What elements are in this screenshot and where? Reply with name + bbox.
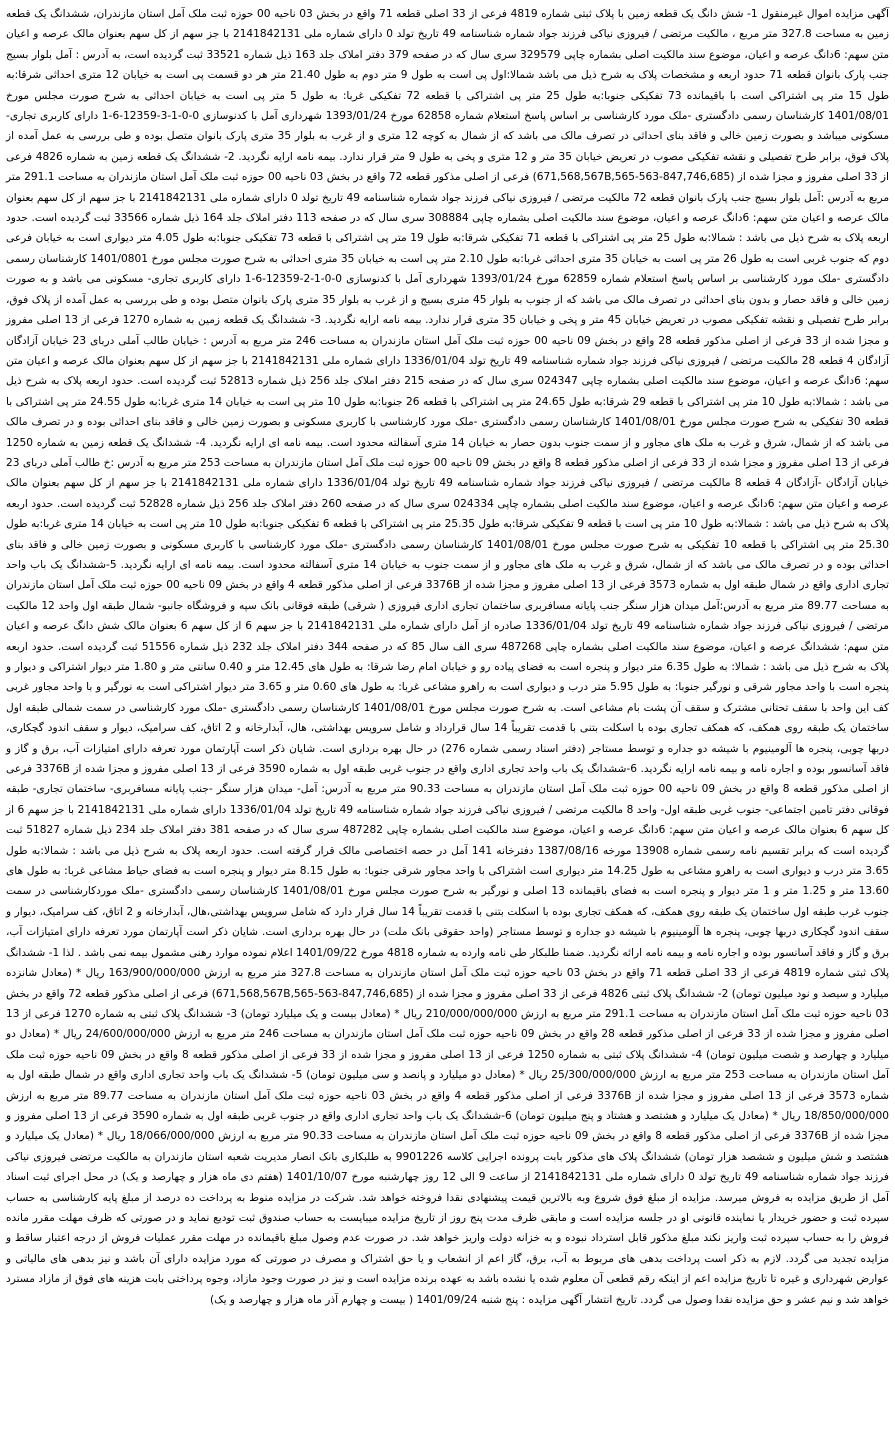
- auction-notice-text: آگهی مزایده اموال غیرمنقول 1- شش دانگ یک قطعه زمین با پلاک ثبتی شماره 4819 فرعی از 33 اصلی قطعه 71 واقع در بخش 03 ناحیه 00 حوزه ثبت ملک آمل استان مازندران، ششدانگ یک قطعه زمین به مساحت 327.8 متر مربع ، مالکیت مرتضی / فیروزی نیاکی فرزند جواد شماره شناسنامه 49 تاریخ تولد 0 دارای شماره ملی 2141842131 با جز سهم از کل سهم بعنوان مالک عرصه و اعیان متن سهم: 6دانگ عرصه و اعیان، موضوع سند مالکیت اصلی بشماره چاپی 329579 سری سال که در صفحه 379 دفتر املاک جلد 163 ذیل شماره 33521 ثبت گردیده است، به آدرس : آمل بلوار بسیج جنب پارک بانوان قطعه 71 حدود اربعه و مشخصات پلاک به شرح ذیل می باشد شمالا:اول پی است به طول 9 متر دوم به طول 21.40 متر هر دو قسمت پی است به خیابان 12 متری احداثی شرقا:به طول 15 متر پی اشتراکی است با باقیمانده 73 تفکیکی جنوبا:به طول 25 متر پی اشتراکی با قطعه 72 تفکیکی غربا: به طول 5 متر پی است به خیابان احداثی به شرح صورت مجلس مورخ 1401/08/01 کارشناسان رسمی دادگستری -ملک مورد کارشناسی بر اساس پاسخ استعلام شماره 62858 مورخ 1393/01/24 شهرداری آمل با کدنوسازی 0-0-1-3-12359-6-1 دارای کاربری تجاری- مسکونی میباشد و بصورت زمین خالی و فاقد بنای احداثی در تصرف مالک می باشد که از شمال به کوچه 12 متری و از غرب به بلوار 35 متری پارک بانوان متصل بوده و طی بررسی به عمل آمده از پلاک فوق، برابر طرح تفصیلی و نقشه تفکیکی مصوب در تعریض خیابان 35 متر و 12 متری و پخی به طول 9 متر قرار ندارد. بیمه نامه ارایه نگردید. 2- ششدانگ یک قطعه زمین به شماره 4826 فرعی از 33 اصلی مفروز و مجزا شده از (671,568,567B,565-563-847,746,685) فرعی از اصلی مذکور قطعه 72 واقع در بخش 03 ناحیه 00 حوزه ثبت ملک آمل استان مازندران به مساحت 291.1 متر مربع به آدرس :آمل بلوار بسیج جنب پارک بانوان قطعه 72 مالکیت مرتضی / فیروزی نیاکی فرزند جواد شماره شناسنامه 49 تاریخ تولد 0 دارای شماره ملی 2141842131 با جز سهم از کل سهم بعنوان مالک عرصه و اعیان متن سهم: 6دانگ عرصه و اعیان، موضوع سند مالکیت اصلی بشماره چاپی 308884 سری سال که در صفحه 113 دفتر املاک جلد 164 ذیل شماره 33566 ثبت گردیده است. حدود اربعه پلاک به شرح ذیل می باشد : شمالا:به طول 25 متر پی اشتراکی با قطعه 71 تفکیکی شرقا:به طول 19 متر پی اشتراکی با قطعه 73 تفکیکی جنوبا:به طول 4.05 متر دیواری است به خیابان فرعی دوم که جنوب غربی است به طول 26 متر پی است به خیابان 35 متری احداثی غربا:به طول 2.10 متر پی است به خیابان 35 متری احداثی به شرح صورت مجلس مورخ 1401/0801 کارشناسان رسمی دادگستری -ملک مورد کارشناسی بر اساس پاسخ استعلام شماره 62859 مورخ 1393/01/24 شهرداری آمل با کدنوسازی 0-0-1-2-12359-6-1 دارای کاربری تجاری- مسکونی می باشد و به صورت زمین خالی و فاقد حصار و بدون بنای احداثی در تصرف مالک می باشد که از جنوب به بلوار 45 متری بسیج و از غرب به بلوار 35 متری پارک بانوان متصل بوده و طی بررسی به عمل آمده از پلاک فوق، برابر طرح تفصیلی و نقشه تفکیکی مصوب در تعریض خیابان 45 متر و پخی و خیابان 35 متری قرار ندارد. بیمه نامه ارایه نگردید. 3- ششدانگ یک قطعه زمین به شماره 1270 فرعی از 13 اصلی مفروز و مجزا شده از 33 فرعی از اصلی مذکور قطعه 28 واقع در بخش 09 ناحیه 00 حوزه ثبت ملک آمل استان مازندران به مساحت 246 متر مربع به آدرس : خیابان طالب آملی دربای 23 خیابان آزادگان آزادگان 4 قطعه 28 مالکیت مرتضی / فیروزی نیاکی فرزند جواد شماره شناسنامه 49 تاریخ تولد 1336/01/04 دارای شماره ملی 2141842131 با جز سهم از کل سهم بعنوان مالک عرصه و اعیان متن سهم: 6دانگ عرصه و اعیان، موضوع سند مالکیت اصلی بشماره چاپی 024347 سری سال که در صفحه 215 دفتر املاک جلد 256 ذیل شماره 52813 ثبت گردیده است. حدود اربعه پلاک به شرح ذیل می باشد : شمالا:به طول 10 متر پی اشتراکی با قطعه 29 شرقا:به طول 24.65 متر پی اشتراکی با قطعه 26 جنوبا:به طول 10 متر پی است به خیابان 14 متری غربا:به طول 24.55 متر پی اشتراکی با قطعه 30 تفکیکی به شرح صورت مجلس مورخ 1401/08/01 کارشناسان رسمی دادگستری -ملک مورد کارشناسی با کاربری مسکونی و بصورت زمین خالی و فاقد بنای احداثی بوده و در تصرف مالک می باشد که از شمال، شرق و غرب به ملک های مجاور و از سمت جنوب بدون حصار به خیابان 14 متری آسفالته محدود است. بیمه نامه ای ارایه نگردید. 4- ششدانگ یک قطعه زمین به شماره 1250 فرعی از 13 اصلی مفروز و مجزا شده از 33 فرعی از اصلی مذکور قطعه 8 واقع در بخش 09 ناحیه 00 حوزه ثبت ملک آمل استان مازندران به مساحت 253 متر مربع به آدرس :خ طالب آملی دربای 23 خیابان آزادگان -آزادگان 4 قطعه 8 مالکیت مرتضی / فیروزی نیاکی فرزند جواد شماره شناسنامه 49 تاریخ تولد 1336/01/04 دارای شماره ملی 2141842131 با جز سهم از کل سهم بعنوان مالک عرصه و اعیان متن سهم: 6دانگ عرصه و اعیان، موضوع سند مالکیت اصلی بشماره چاپی 024334 سری سال که در صفحه 260 دفتر املاک جلد 256 ذیل شماره 52828 ثبت گردیده است. حدود اربعه پلاک به شرح ذیل می باشد : شمالا:به طول 10 متر پی است با قطعه 9 تفکیکی شرقا:به طول 25.35 متر پی اشتراکی با قطعه 6 تفکیکی جنوبا:به طول 10 متر پی است به خیابان 14 متری غربا:به طول 25.30 متر پی اشتراکی با قطعه 10 تفکیکی به شرح صورت مجلس مورخ 1401/08/01 کارشناسان رسمی دادگستری -ملک مورد کارشناسی با کاربری مسکونی و بصورت زمین خالی و فاقد بنای احداثی بوده و در تصرف مالک می باشد که از شمال، شرق و غرب به ملک های مجاور و از سمت جنوب به خیابان 14 متری آسفالته محدود است. بیمه نامه ای ارایه نگردید. 5-ششدانگ یک باب واحد تجاری اداری واقع در شمال طبقه اول به شماره 3573 فرعی از 13 اصلی مفروز و مجزا شده از 3376B فرعی از اصلی مذکور قطعه 4 واقع در بخش 09 ناحیه 00 حوزه ثبت ملک آمل استان مازندران به مساحت 89.77 متر مربع به آدرس:آمل میدان هزار سنگر جنب پایانه مسافربری ساختمان تجاری اداری فیروزی ( شرقی) طبقه فوقانی بانک سپه و فروشگاه جانبو- شمال طبقه اول واحد 12 مالکیت مرتضی / فیروزی نیاکی فرزند جواد شماره شناسنامه 49 تاریخ تولد 1336/01/04 صادره از آمل دارای شماره ملی 2141842131 با جز سهم 6 از کل سهم 6 بعنوان مالک شش دانگ عرصه و اعیان متن سهم: ششدانگ عرصه و اعیان، موضوع سند مالکیت اصلی بشماره چاپی 487268 سری الف سال 85 که در صفحه 344 دفتر املاک جلد 232 ذیل شماره 51556 ثبت گردیده است. حدود اربعه پلاک به شرح ذیل می باشد : شمالا: به طول 6.35 متر دیوار و پنجره است به فضای پیاده رو و خیابان امام رضا شرقا: به طول های 12.45 متر و 0.40 سانتی متر و 1.80 متر دیوار اشتراکی و دیوار و پنجره است با واحد مجاور شرقی و نورگیر جنوبا: به طول 5.95 متر درب و دیواری است به راهرو مشاعی غربا: به طول های 0.60 متر و 3.65 متر دیوار اشتراکی است به نورگیر و با واحد مجاور غربی کف این واحد با سقف تحتانی مشترک و سقف آن پشت بام مشاعی است. به شرح صورت مجلس مورخ 1401/08/01 کارشناسان رسمی دادگستری -ملک مورد کارشناسی در سمت شمالی طبقه اول ساختمان یک طبقه روی همکف، که همکف تجاری بوده با اسکلت بتنی با قدمت تقریباً 14 سال قرارداد و شامل سرویس بهداشتی، هال، آبدارخانه و 2 اتاق، کف سرامیک، دیوار و سقف اندود گچکاری، دربها چوبی، پنجره ها آلومینیوم با شیشه دو جداره و توسط مستاجر (دفتر اسناد رسمی شماره 276) در حال بهره برداری است. شایان ذکر است آپارتمان مورد تعرفه دارای امتیازات آب، برق و گاز و فاقد آسانسور بوده و اجاره نامه و بیمه نامه ارایه نگردید. 6-ششدانگ یک باب واحد تجاری اداری واقع در جنوب غربی طبقه اول به شماره 3590 فرعی از 13 اصلی مفروز و مجزا شده از 3376B فرعی از اصلی مذکور قطعه 8 واقع در بخش 09 ناحیه 00 حوزه ثبت ملک آمل استان مازندران به مساحت 90.33 متر مربع به آدرس: آمل- میدان هزار سنگر -جنب پایانه مسافربری- ساختمان تجاری- طبقه فوقانی دفتر تامین اجتماعی- جنوب غربی طبقه اول- واحد 8 مالکیت مرتضی / فیروزی نیاکی فرزند جواد شماره شناسنامه 49 تاریخ تولد 1336/01/04 دارای شماره ملی 2141842131 با جز سهم 6 از کل سهم 6 بعنوان مالک عرصه و اعیان متن سهم: 6دانگ عرصه و اعیان، موضوع سند مالکیت اصلی بشماره چاپی 487282 سری سال که در صفحه 381 دفتر املاک جلد 234 ذیل شماره 51827 ثبت گردیده است که برابر تقسیم نامه رسمی شماره 13908 مورخه 1387/08/16 دفترخانه 141 آمل در حصه اختصاصی مالک قرار گرفته است. حدود اربعه پلاک به شرح ذیل می باشد : شمالا:به طول 3.65 متر درب و دیواری است به راهرو مشاعی به طول 14.25 متر دیواری است اشتراکی با واحد مجاور شرقی جنوبا: به طول 8.15 متر دیوار و پنجره است به فضای حیاط مشاعی غربا: به طول های 13.60 متر و 1.25 متر و 1 متر دیوار و پنجره است به فضای باقیمانده 13 اصلی و نورگیر به شرح صورت مجلس مورخ 1401/08/01 کارشناسان رسمی دادگستری -ملک موردکارشناسی در سمت جنوب غرب طبقه اول ساختمان یک طبقه روی همکف، که همکف تجاری بوده با اسکلت بتنی با قدمت تقریباً 14 سال قرار دارد که شامل سرویس بهداشتی،هال، آبدارخانه و 2 اتاق، کف سرامیک، دیوار و سقف اندود گچکاری دربها چوبی، پنجره ها آلومینیوم با شیشه دو جداره و توسط مستاجر (واحد حقوقی بانک ملت) در حال بهره برداری است. شایان ذکر است آپارتمان مورد تعرفه دارای امتیازات آب، برق و گاز و فاقد آسانسور بوده و اجاره نامه و بیمه نامه ارائه نگردید. ضمنا طلبکار طی نامه وارده به شماره 4818 مورخ 1401/09/22 اعلام نموده موارد رهنی مشمول بیمه نمی باشد . لذا 1- ششدانگ پلاک ثبتی شماره 4819 فرعی از 33 اصلی قطعه 71 واقع در بخش 03 ناحیه حوزه ثبت ملک آمل استان مازندران به مساحت 327.8 متر مربع به ارزش 163/900/000/000 ریال * (معادل شانزده میلیارد و سیصد و نود میلیون تومان) 2- ششدانگ پلاک ثبتی 4826 فرعی از 33 اصلی مفروز و مجزا شده از (671,568,567B,565-563-847,746,685) فرعی از اصلی مذکور قطعه 72 واقع در بخش 03 ناحیه حوزه ثبت ملک آمل استان مازندران به مساحت 291.1 متر مربع به ارزش 210/000/000/000 ریال * (معادل بیست و یک میلیارد تومان) 3- ششدانگ پلاک ثبتی به شماره 1270 فرعی از 13 اصلی مفروز و مجزا شده از 33 فرعی از اصلی مذکور قطعه 28 واقع در بخش 09 ناحیه حوزه ثبت ملک آمل استان مازندران به مساحت 246 متر مربع به ارزش 24/600/000/000 ریال * (معادل دو میلیارد و چهارصد و شصت میلیون تومان) 4- ششدانگ پلاک ثبتی به شماره 1250 فرعی از 13 اصلی مفروز و مجزا شده از 33 فرعی از اصلی مذکور قطعه 8 واقع در بخش 09 ناحیه حوزه ثبت ملک آمل استان مازندران به مساحت 253 متر مربع به ارزش 25/300/000/000 ریال * (معادل دو میلیارد و پانصد و سی میلیون تومان) 5- ششدانگ یک باب واحد تجاری اداری واقع در شمال طبقه اول به شماره 3573 فرعی از 13 اصلی مفروز و مجزا شده از 3376B فرعی از اصلی مذکور قطعه 4 واقع در بخش 03 ناحیه حوزه ثبت ملک آمل استان مازندران به مساحت 89.77 متر مربع به ارزش 18/850/000/000 ریال * (معادل یک میلیارد و هشتصد و هشتاد و پنج میلیون تومان) 6-ششدانگ یک باب واحد تجاری اداری واقع در جنوب غربی طبقه اول به شماره 3590 فرعی از 13 اصلی مفروز و مجزا شده از 3376B فرعی از اصلی مذکور قطعه 8 واقع در بخش 09 ناحیه حوزه ثبت ملک آمل استان مازندران به مساحت 90.33 متر مربع به ارزش 18/066/000/000 ریال * (معادل یک میلیارد و هشتصد و شش میلیون و ششصد هزار تومان) ششدانگ پلاک های مذکور بابت پرونده اجرایی کلاسه 9901226 به طلبکاری بانک انصار مدیریت شعبه استان مازندران به مالکیت مرتضی فیروزی نیاکی فرزند جواد شماره شناسنامه 49 تاریخ تولد 0 دارای شماره ملی 2141842131 از ساعت 9 الی 12 روز چهارشنبه مورخ 1401/10/07 (هفتم دی ماه هزار و چهارصد و یک) در محل اجرای ثبت اسناد آمل از طریق مزایده به فروش میرسد. مزایده از مبلغ فوق شروع وبه بالاترین قیمت پیشنهادی نقدا فروخته خواهد شد. شرکت در مزایده منوط به پرداخت ده درصد از مبلغ پایه کارشناسی به حساب سپرده ثبت و حضور خریدار یا نماینده قانونی او در جلسه مزایده است و مابقی ظرف مدت پنج روز از تاریخ مزایده میبایست به حساب صندوق ثبت تودیع نماید و در صورتی که ظرف مهلت مقرر مانده فروش را به حساب سپرده ثبت واریز نکند مبلغ مذکور قابل استرداد نبوده و به خزانه دولت واریز خواهد شد. در صورت عدم وصول مبلغ باقیمانده در مهلت مقرر عملیات فروش از درجه اعتبار ساقط و مزایده تجدید می گردد. لازم به ذکر است پرداخت بدهی های مربوط به آب، برق، گاز اعم از انشعاب و یا حق اشتراک و مصرف در صورتی که مورد مزایده دارای آن باشد و نیز بدهی های مالیاتی و عوارض شهرداری و غیره تا تاریخ مزایده اعم از اینکه رقم قطعی آن معلوم شده یا نشده باشد به عهده برنده مزایده است و نیز در صورت وجود مازاد، وجوه پرداختی بابت هزینه های فوق از مازاد مسترد خواهد شد و نیم عشر و حق مزایده نقدا وصول می گردد. تاریخ انتشار آگهی مزایده : پنج شنبه 1401/09/24 ( بیست و چهارم آذر ماه هزار و چهارصد و یک): [6, 8, 890, 1306]
